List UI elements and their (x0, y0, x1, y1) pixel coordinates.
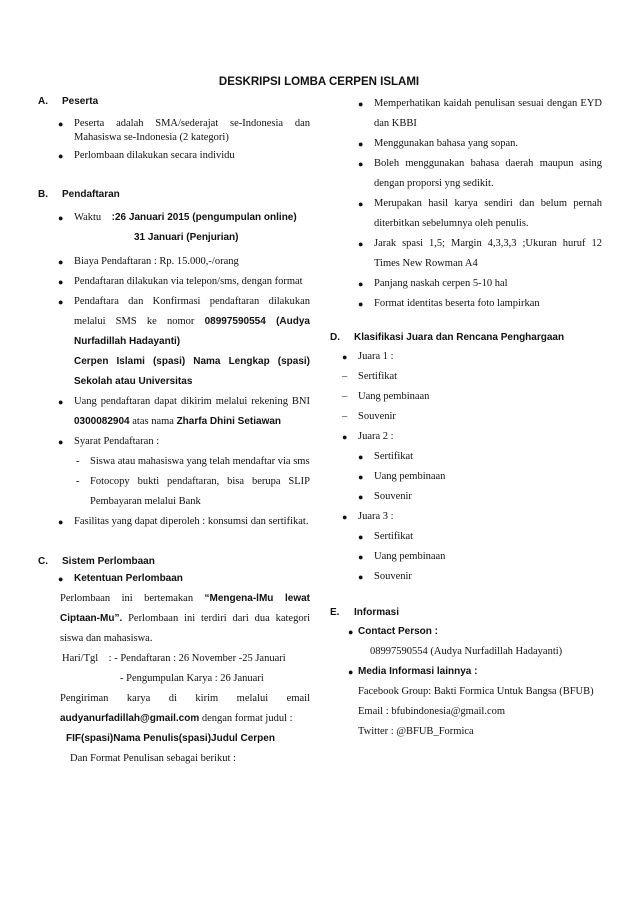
bullet-icon: ● (358, 159, 364, 169)
right-column (330, 94, 602, 742)
twitter-info: Twitter : @BFUB_Formica (358, 726, 474, 737)
bullet-icon: ● (342, 352, 348, 362)
list-item: ● Syarat Pendaftaran : (38, 432, 310, 452)
list-item: ● Sertifikat (330, 447, 602, 467)
list-item: ● Peserta adalah SMA/sederajat se-Indonesia dan Mahasiswa se-Indonesia (2 kategori) (58, 118, 310, 143)
bullet-icon: ● (348, 667, 354, 677)
bullet-icon: ● (58, 151, 64, 161)
bullet-icon: ● (58, 257, 64, 267)
bullet-icon: ● (358, 532, 364, 542)
format-penulisan: Dan Format Penulisan sebagai berikut : (70, 753, 236, 764)
bullet-icon: ● (358, 452, 364, 462)
bullet-icon: ● (58, 213, 64, 223)
bullet-icon: ● (342, 512, 348, 522)
list-item: ● Uang pembinaan (330, 467, 602, 487)
list-item: ● Sertifikat (330, 527, 602, 547)
list-item: ● Waktu :26 Januari 2015 (pengumpulan online) (38, 208, 310, 228)
list-item: ● Menggunakan bahasa yang sopan. (330, 134, 602, 154)
list-item: ● Pendaftara dan Konfirmasi pendaftaran dilakukan melalui SMS ke nomor 08997590554 (Audya Nurfadillah Hadayanti) Cerpen Islami (spasi) Nama Lengkap (spasi) Sekolah atau Universitas (38, 292, 310, 392)
hari-line-2: - Pengumpulan Karya : 26 Januari (120, 673, 264, 684)
format-judul: FIF(spasi)Nama Penulis(spasi)Judul Cerpen (66, 733, 275, 744)
list-item: ● Panjang naskah cerpen 5-10 hal (330, 274, 602, 294)
facebook-info: Facebook Group: Bakti Formica Untuk Bangsa (BFUB) (358, 686, 594, 697)
email-info: Email : bfubindonesia@gmail.com (358, 706, 506, 717)
list-item: ● Ketentuan Perlombaan (38, 569, 310, 589)
bullet-icon: ● (342, 432, 348, 442)
tema-paragraph: Perlombaan ini bertemakan “Mengena-lMu lewat Ciptaan-Mu”. Perlombaan ini terdiri dari dua kategori siswa dan mahasiswa. (60, 593, 311, 644)
list-item: – Uang pembinaan (342, 391, 430, 402)
list-item: ● Media Informasi lainnya : (330, 662, 602, 682)
bullet-icon: ● (58, 397, 64, 407)
section-a-heading: A. Peserta (38, 96, 99, 107)
hari-line: Hari/Tgl : - Pendaftaran : 26 November -25 Januari (62, 653, 286, 664)
bullet-icon: ● (58, 437, 64, 447)
page-title: DESKRIPSI LOMBA CERPEN ISLAMI (218, 76, 420, 88)
bullet-icon: ● (358, 199, 364, 209)
list-item: ● Biaya Pendaftaran : Rp. 15.000,-/orang (38, 252, 310, 272)
bullet-icon: ● (358, 572, 364, 582)
bullet-icon: ● (358, 139, 364, 149)
list-item: - Fotocopy bukti pendaftaran, bisa berupa SLIP Pembayaran melalui Bank (76, 476, 310, 507)
list-item: ● Uang pendaftaran dapat dikirim melalui rekening BNI 0300082904 atas nama Zharfa Dhini Setiawan (38, 392, 310, 432)
list-item: ● Merupakan hasil karya sendiri dan belum pernah diterbitkan sebelumnya oleh penulis. (330, 194, 602, 234)
list-item: ● Fasilitas yang dapat diperoleh : konsumsi dan sertifikat. (38, 512, 310, 532)
section-d-heading: D. Klasifikasi Juara dan Rencana Penghargaan (330, 332, 565, 343)
bullet-icon: ● (358, 279, 364, 289)
section-c-heading: C. Sistem Perlombaan (38, 556, 155, 567)
list-item: ● Boleh menggunakan bahasa daerah maupun asing dengan proporsi yng sedikit. (330, 154, 602, 194)
bullet-icon: ● (58, 119, 64, 129)
list-item: ● Souvenir (330, 487, 602, 507)
list-item: - Siswa atau mahasiswa yang telah mendaftar via sms (76, 456, 310, 467)
list-item: ● Format identitas beserta foto lampirkan (330, 294, 602, 314)
list-item: – Souvenir (342, 411, 396, 422)
bullet-icon: ● (58, 297, 64, 307)
list-item: ● Memperhatikan kaidah penulisan sesuai dengan EYD dan KBBI (330, 94, 602, 134)
list-item: ● Jarak spasi 1,5; Margin 4,3,3,3 ;Ukuran huruf 12 Times New Rowman A4 (330, 234, 602, 274)
list-item: ● Perlombaan dilakukan secara individu (58, 150, 235, 161)
list-item: ● Contact Person : (330, 622, 602, 642)
pengiriman-paragraph: Pengiriman karya di kirim melalui email audyanurfadillah@gmail.com dengan format judul : (60, 693, 310, 724)
bullet-icon: ● (58, 574, 64, 584)
bullet-icon: ● (58, 277, 64, 287)
bullet-icon: ● (358, 239, 364, 249)
contact-value: 08997590554 (Audya Nurfadillah Hadayanti) (370, 646, 563, 657)
section-e-heading: E. Informasi (330, 607, 400, 618)
bullet-icon: ● (358, 99, 364, 109)
bullet-icon: ● (358, 299, 364, 309)
list-item: ● Juara 3 : (330, 507, 602, 527)
waktu-value2: 31 Januari (Penjurian) (134, 232, 239, 243)
bullet-icon: ● (358, 472, 364, 482)
list-item: ● Pendaftaran dilakukan via telepon/sms, dengan format (38, 272, 310, 292)
left-column (38, 96, 310, 769)
bullet-icon: ● (58, 517, 64, 527)
bullet-icon: ● (358, 492, 364, 502)
list-item: ● Souvenir (330, 567, 602, 587)
list-item: ● Uang pembinaan (330, 547, 602, 567)
bullet-icon: ● (348, 627, 354, 637)
bullet-icon: ● (358, 552, 364, 562)
list-item: ● Juara 1 : (330, 347, 602, 367)
section-b-heading: B. Pendaftaran (38, 189, 120, 200)
list-item: – Sertifikat (342, 371, 398, 382)
list-item: ● Juara 2 : (330, 427, 602, 447)
